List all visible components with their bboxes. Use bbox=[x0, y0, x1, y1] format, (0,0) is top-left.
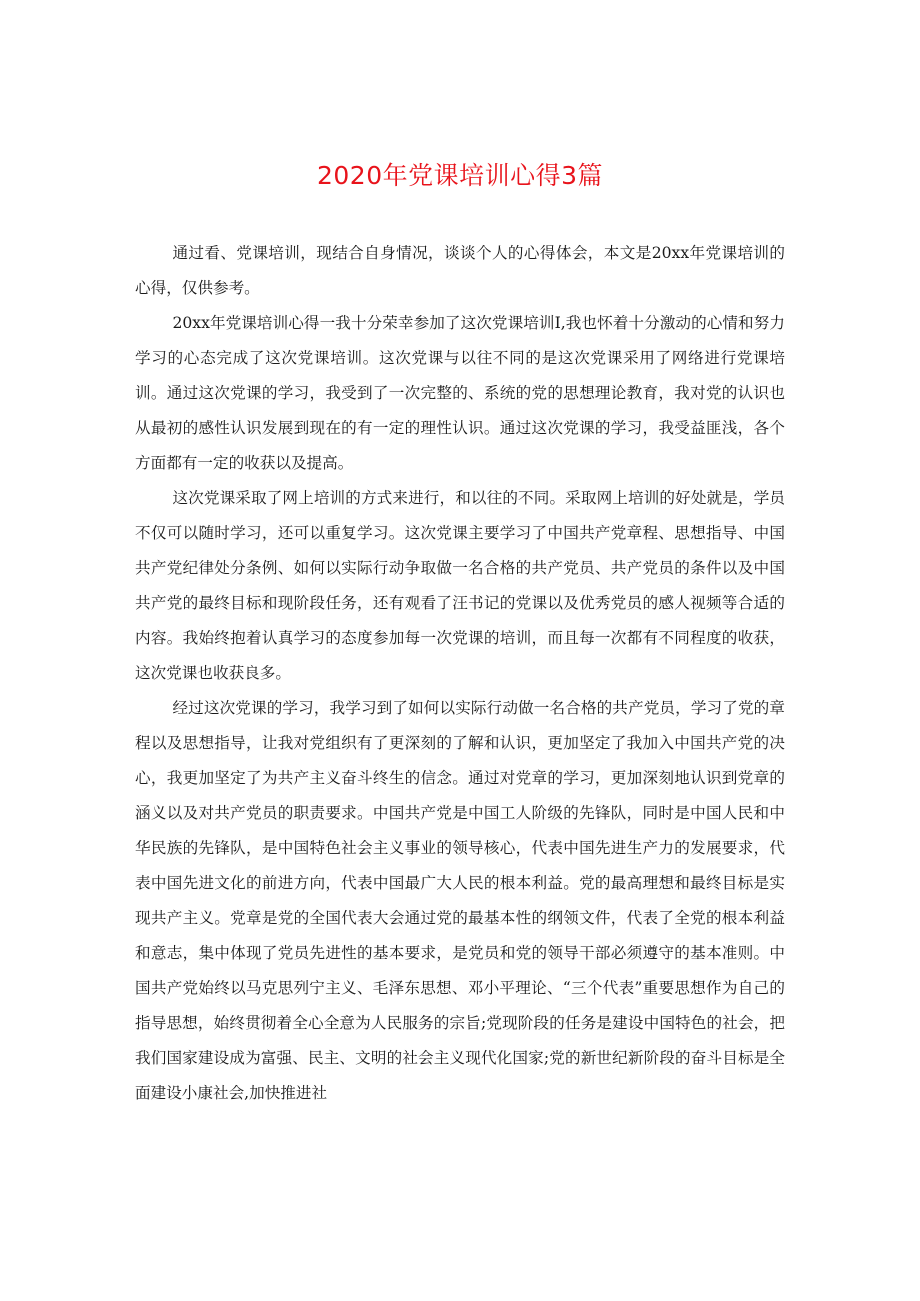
paragraph-intro: 通过看、党课培训，现结合自身情况，谈谈个人的心得体会，本文是20xx年党课培训的心得，仅供参考。 bbox=[135, 244, 785, 297]
paragraph-1: 20xx年党课培训心得一我十分荣幸参加了这次党课培训I,我也怀着十分激动的心情和努力学习的心态完成了这次党课培训。这次党课与以往不同的是这次党课采用了网络进行党课培训。通过这次党课的学习，我受到了一次完整的、系统的党的思想理论教育，我对党的认识也从最初的感性认识发展到现在的有一定的理性认识。通过这次党课的学习，我受益匪浅，各个方面都有一定的收获以及提高。 bbox=[135, 314, 785, 472]
document-body bbox=[135, 236, 785, 1111]
paragraph-3: 经过这次党课的学习，我学习到了如何以实际行动做一名合格的共产党员，学习了党的章程以及思想指导，让我对党组织有了更深刻的了解和认识，更加坚定了我加入中国共产党的决心，我更加坚定了为共产主义奋斗终生的信念。通过对党章的学习，更加深刻地认识到党章的涵义以及对共产党员的职责要求。中国共产党是中国工人阶级的先锋队，同时是中国人民和中华民族的先锋队，是中国特色社会主义事业的领导核心，代表中国先进生产力的发展要求，代表中国先进文化的前进方向，代表中国最广大人民的根本利益。党的最高理想和最终目标是实现共产主义。党章是党的全国代表大会通过党的最基本性的纲领文件，代表了全党的根本利益和意志，集中体现了党员先进性的基本要求，是党员和党的领导干部必须遵守的基本准则。中国共产党始终以马克思列宁主义、毛泽东思想、邓小平理论、“三个代表”重要思想作为自己的指导思想，始终贯彻着全心全意为人民服务的宗旨;党现阶段的任务是建设中国特色的社会，把我们国家建设成为富强、民主、文明的社会主义现代化国家;党的新世纪新阶段的奋斗目标是全面建设小康社会,加快推进社 bbox=[135, 699, 785, 1102]
paragraph-2: 这次党课采取了网上培训的方式来进行，和以往的不同。采取网上培训的好处就是，学员不仅可以随时学习，还可以重复学习。这次党课主要学习了中国共产党章程、思想指导、中国共产党纪律处分条例、如何以实际行动争取做一名合格的共产党员、共产党员的条件以及中国共产党的最终目标和现阶段任务，还有观看了汪书记的党课以及优秀党员的感人视频等合适的内容。我始终抱着认真学习的态度参加每一次党课的培训，而且每一次都有不同程度的收获，这次党课也收获良多。 bbox=[135, 489, 785, 682]
document-title: 2020年党课培训心得3篇 bbox=[316, 161, 604, 190]
